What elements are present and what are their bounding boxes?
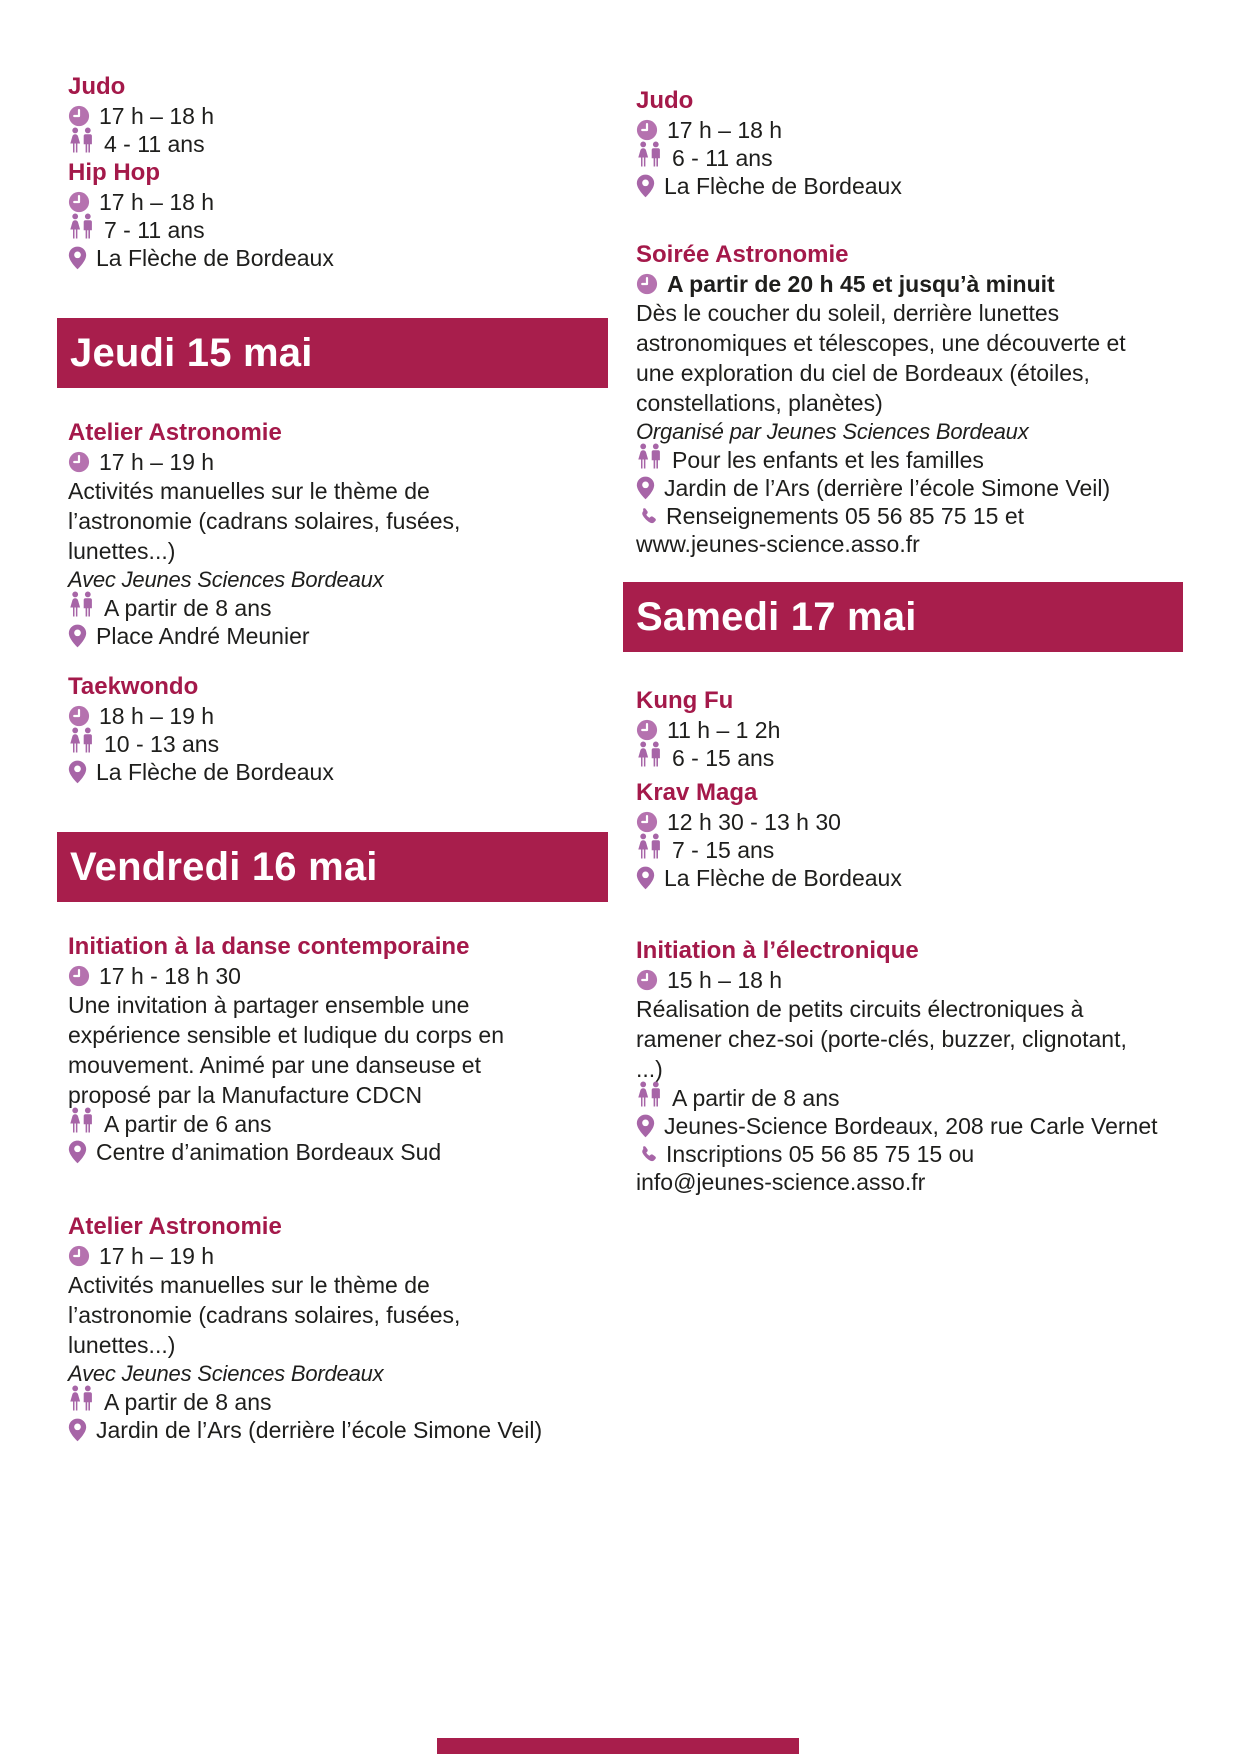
time-text: 17 h – 18 h — [99, 103, 215, 129]
event-place — [68, 758, 530, 786]
location-pin-icon — [636, 866, 655, 890]
right-column — [636, 72, 1158, 1196]
place-text: La Flèche de Bordeaux — [664, 173, 902, 199]
time-text: 17 h – 18 h — [99, 189, 215, 215]
event-time — [636, 716, 1128, 744]
ages-text: Pour les enfants et les familles — [672, 447, 984, 473]
location-pin-icon — [68, 760, 87, 784]
day-banner-label: Jeudi 15 mai — [70, 330, 313, 375]
clock-icon — [636, 273, 658, 295]
event-kungfu — [636, 686, 1128, 772]
location-pin-icon — [636, 1114, 655, 1138]
ages-text: 10 - 13 ans — [104, 731, 220, 757]
ages-text: 4 - 11 ans — [104, 131, 205, 157]
ages-text: A partir de 6 ans — [104, 1111, 272, 1137]
location-pin-icon — [68, 1418, 87, 1442]
day-banner-samedi — [623, 582, 1183, 652]
event-place — [68, 1416, 543, 1444]
event-title: Judo — [68, 73, 126, 100]
event-ages — [68, 1110, 530, 1138]
event-hiphop — [68, 158, 530, 272]
event-time — [636, 808, 1128, 836]
clock-icon — [636, 119, 658, 141]
event-place — [68, 1138, 530, 1166]
event-initiation-electronique — [636, 936, 1158, 1196]
event-ages — [68, 1388, 530, 1416]
time-text: 12 h 30 - 13 h 30 — [667, 809, 841, 835]
event-title: Judo — [636, 87, 694, 114]
event-ages — [636, 1084, 1128, 1112]
time-text: 17 h – 19 h — [99, 1243, 215, 1269]
people-icon — [636, 141, 663, 170]
event-title: Krav Maga — [636, 779, 758, 806]
place-text: Centre d’animation Bordeaux Sud — [96, 1139, 442, 1165]
clock-icon — [636, 719, 658, 741]
location-pin-icon — [636, 174, 655, 198]
location-pin-icon — [68, 246, 87, 270]
event-organizer-note: Avec Jeunes Sciences Bordeaux — [68, 567, 384, 592]
day-banner-label: Samedi 17 mai — [636, 594, 917, 639]
people-icon — [68, 727, 95, 756]
event-ages — [636, 836, 1128, 864]
people-icon — [636, 833, 663, 862]
event-time — [636, 270, 1128, 298]
clock-icon — [68, 105, 90, 127]
event-organizer-note: Avec Jeunes Sciences Bordeaux — [68, 1361, 384, 1386]
location-pin-icon — [636, 476, 655, 500]
place-text: Place André Meunier — [96, 623, 310, 649]
event-ages — [636, 144, 1128, 172]
people-icon — [68, 127, 95, 156]
event-title: Atelier Astronomie — [68, 1213, 282, 1240]
left-column — [68, 72, 543, 1444]
clock-icon — [68, 965, 90, 987]
event-ages — [68, 130, 530, 158]
day-banner-label: Vendredi 16 mai — [70, 844, 378, 889]
place-text: La Flèche de Bordeaux — [96, 759, 334, 785]
event-description: Dès le coucher du soleil, derrière lunettes astronomiques et télescopes, une découverte et une exploration du ciel de Bordeaux (étoiles, constellations, planètes) — [636, 300, 1126, 416]
event-place — [636, 864, 1128, 892]
place-text: La Flèche de Bordeaux — [96, 245, 334, 271]
event-place — [68, 244, 530, 272]
phone-text: Renseignements 05 56 85 75 15 et — [666, 503, 1025, 529]
people-icon — [636, 443, 663, 472]
location-pin-icon — [68, 1140, 87, 1164]
event-description: Activités manuelles sur le thème de l’astronomie (cadrans solaires, fusées, lunettes...) — [68, 1272, 461, 1358]
clock-icon — [636, 811, 658, 833]
event-place — [68, 622, 530, 650]
ages-text: 7 - 11 ans — [104, 217, 205, 243]
event-phone — [636, 502, 1128, 530]
event-title: Hip Hop — [68, 159, 160, 186]
phone-text: Inscriptions 05 56 85 75 15 ou — [666, 1141, 975, 1167]
people-icon — [68, 213, 95, 242]
event-ages — [636, 744, 1128, 772]
time-text: 17 h – 19 h — [99, 449, 215, 475]
ages-text: 6 - 11 ans — [672, 145, 773, 171]
event-title: Taekwondo — [68, 673, 199, 700]
event-time — [68, 1242, 530, 1270]
people-icon — [68, 591, 95, 620]
event-description: Une invitation à partager ensemble une expérience sensible et ludique du corps en mouvement. Animé par une danseuse et proposé par la Manufacture CDCN — [68, 992, 505, 1108]
time-text: 18 h – 19 h — [99, 703, 215, 729]
event-title: Kung Fu — [636, 687, 734, 714]
clock-icon — [68, 191, 90, 213]
event-ages — [68, 594, 530, 622]
event-place — [636, 1112, 1158, 1140]
people-icon — [636, 1081, 663, 1110]
event-description: Réalisation de petits circuits électroniques à ramener chez-soi (porte-clés, buzzer, clignotant, ...) — [636, 996, 1127, 1082]
event-time — [68, 702, 530, 730]
people-icon — [68, 1107, 95, 1136]
event-krav-maga — [636, 778, 1128, 892]
time-text: 17 h - 18 h 30 — [99, 963, 241, 989]
event-description: Activités manuelles sur le thème de l’astronomie (cadrans solaires, fusées, lunettes...) — [68, 478, 461, 564]
time-text: 17 h – 18 h — [667, 117, 783, 143]
event-ages — [636, 446, 1128, 474]
ages-text: A partir de 8 ans — [672, 1085, 840, 1111]
ages-text: 6 - 15 ans — [672, 745, 775, 771]
event-time — [636, 966, 1128, 994]
event-title: Soirée Astronomie — [636, 241, 849, 268]
event-title: Atelier Astronomie — [68, 419, 282, 446]
place-text: La Flèche de Bordeaux — [664, 865, 902, 891]
event-judo-left — [68, 72, 530, 158]
event-email: info@jeunes-science.asso.fr — [636, 1169, 926, 1195]
place-text: Jeunes-Science Bordeaux, 208 rue Carle Vernet — [664, 1113, 1158, 1139]
event-ages — [68, 216, 530, 244]
event-time — [68, 102, 530, 130]
clock-icon — [636, 969, 658, 991]
event-organizer-note: Organisé par Jeunes Sciences Bordeaux — [636, 419, 1029, 444]
event-phone — [636, 1140, 1128, 1168]
event-time — [68, 188, 530, 216]
event-place — [636, 172, 1128, 200]
event-taekwondo — [68, 672, 530, 786]
ages-text: 7 - 15 ans — [672, 837, 775, 863]
location-pin-icon — [68, 624, 87, 648]
people-icon — [68, 1385, 95, 1414]
footer-banner-cropped — [437, 1738, 799, 1754]
event-danse-contemporaine — [68, 932, 530, 1166]
ages-text: A partir de 8 ans — [104, 1389, 272, 1415]
event-website: www.jeunes-science.asso.fr — [636, 531, 920, 557]
time-text: A partir de 20 h 45 et jusqu’à minuit — [667, 271, 1055, 297]
event-time — [68, 448, 530, 476]
event-title: Initiation à l’électronique — [636, 937, 919, 964]
clock-icon — [68, 705, 90, 727]
phone-icon — [636, 506, 657, 527]
place-text: Jardin de l’Ars (derrière l’école Simone Veil) — [664, 475, 1111, 501]
event-place — [636, 474, 1128, 502]
time-text: 11 h – 1 2h — [667, 717, 781, 743]
event-atelier-astronomie-vendredi — [68, 1212, 543, 1444]
place-text: Jardin de l’Ars (derrière l’école Simone Veil) — [96, 1417, 543, 1443]
event-time — [636, 116, 1128, 144]
event-soiree-astronomie — [636, 240, 1128, 558]
day-banner-vendredi — [57, 832, 608, 902]
event-atelier-astronomie-jeudi — [68, 418, 530, 650]
phone-icon — [636, 1144, 657, 1165]
event-judo-right — [636, 86, 1128, 200]
clock-icon — [68, 451, 90, 473]
day-banner-jeudi — [57, 318, 608, 388]
event-title: Initiation à la danse contemporaine — [68, 933, 470, 960]
ages-text: A partir de 8 ans — [104, 595, 272, 621]
event-ages — [68, 730, 530, 758]
clock-icon — [68, 1245, 90, 1267]
people-icon — [636, 741, 663, 770]
event-time — [68, 962, 530, 990]
time-text: 15 h – 18 h — [667, 967, 783, 993]
